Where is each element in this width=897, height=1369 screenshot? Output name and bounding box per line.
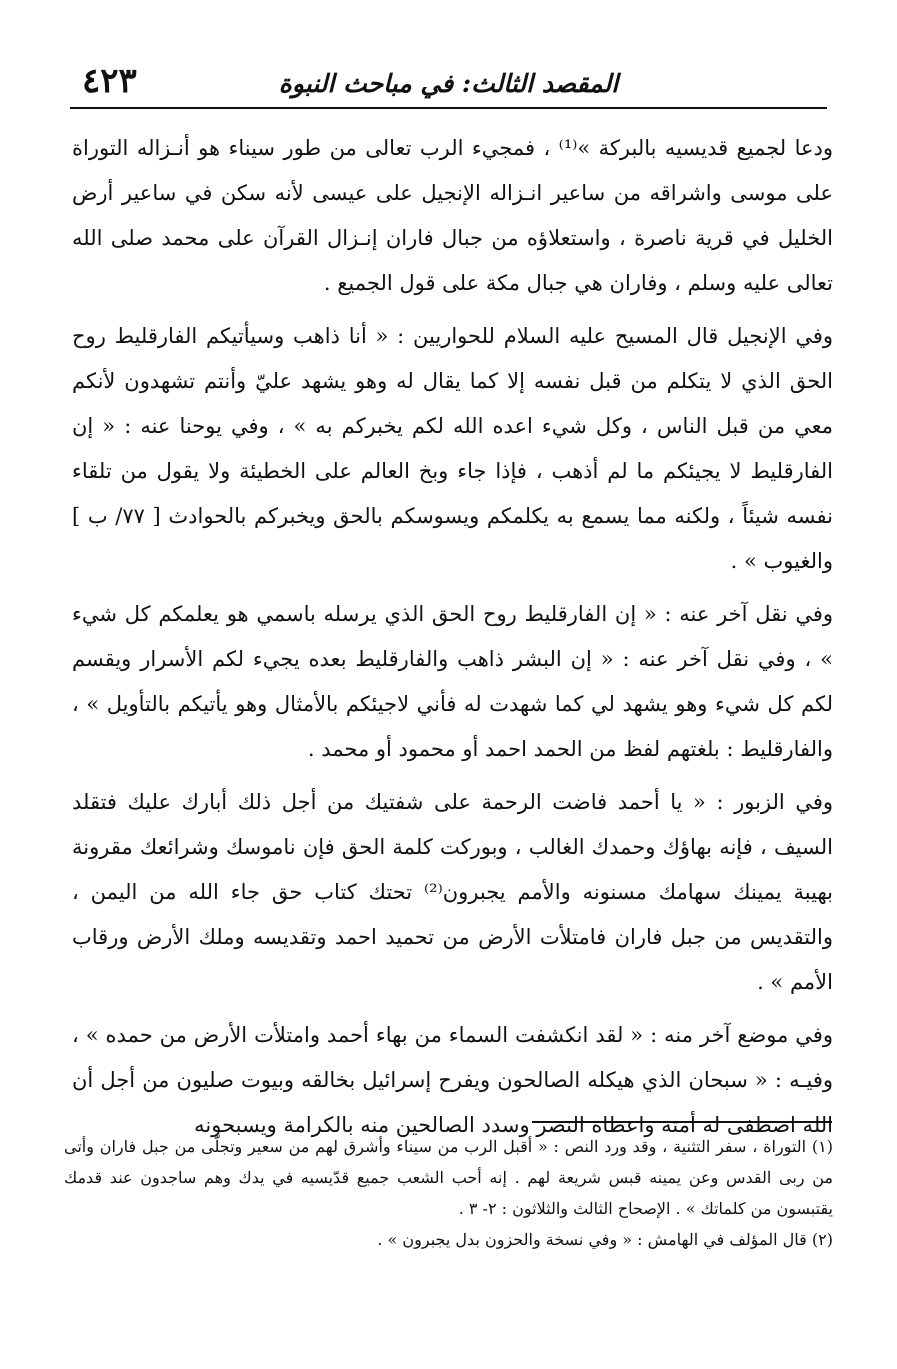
paragraph: وفي الزبور : « يا أحمد فاضت الرحمة على شفتيك من أجل ذلك أبارك عليك فتقلد السيف ، فإنه بهاؤك وحمدك الغالب ، وبوركت كلمة الحق فإن ناموسك وشرائعك مقرونة بهيبة يمينك سهامك مسنونه والأمم يجبرون⁽²⁾ تحتك كتاب حق جاء الله من اليمن ، والتقديس من جبل فاران فامتلأت الأرض من تحميد احمد وتقديسه وملك الأرض ورقاب الأمم » .: [72, 790, 833, 994]
main-text: [72, 126, 833, 1156]
footnotes: [64, 1131, 833, 1255]
paragraph: ودعا لجميع قديسيه بالبركة »⁽¹⁾ ، فمجيء الرب تعالى من طور سيناء هو أنـزاله التوراة على موسى واشراقه من ساعير انـزاله الإنجيل على عيسى لأنه سكن في ساعير أرض الخليل في قرية ناصرة ، واستعلاؤه من جبال فاران إنـزال القرآن على محمد صلى الله تعالى عليه وسلم ، وفاران هي جبال مكة على قول الجميع .: [72, 136, 833, 295]
running-head: المقصد الثالث: في مباحث النبوة: [278, 69, 619, 98]
footnote-divider: [532, 1121, 832, 1123]
paragraph: وفي موضع آخر منه : « لقد انكشفت السماء من بهاء أحمد وامتلأت الأرض من حمده » ، وفيـه : « سبحان الذي هيكله الصالحون ويفرح إسرائيل بخالقه وبيوت صليون من أجل أن الله اصطفى له أمته واعطاه النصر وسدد الصالحين منه بالكرامة ويسبحونه: [72, 1023, 833, 1137]
paragraph: وفي الإنجيل قال المسيح عليه السلام للحواريين : « أنا ذاهب وسيأتيكم الفارقليط روح الحق الذي لا يتكلم من قبل نفسه إلا كما يقال له وهو يشهد عليّ وأنتم تشهدون لأنكم معي من قبل الناس ، وكل شيء اعده الله لكم يخبركم به » ، وفي يوحنا عنه : « إن الفارقليط لا يجيئكم ما لم أذهب ، فإذا جاء وبخ العالم على الخطيئة ولا يقول من تلقاء نفسه شيئاً ، ولكنه مما يسمع به يكلمكم ويسوسكم بالحق ويخبركم بالحوادث [ ٧٧/ ب ] والغيوب » .: [72, 324, 833, 573]
footnote: (٢) قال المؤلف في الهامش : « وفي نسخة والحزون بدل يجبرون » .: [377, 1230, 833, 1249]
paragraph: وفي نقل آخر عنه : « إن الفارقليط روح الحق الذي يرسله باسمي هو يعلمكم كل شيء » ، وفي نقل آخر عنه : « إن البشر ذاهب والفارقليط بعده يجيء لكم الأسرار ويقسم لكم كل شيء وهو يشهد لي كما شهدت له فأني لاجيئكم بالأمثال وهو يأتيكم بالتأويل » ، والفارقليط : بلغتهم لفظ من الحمد احمد أو محمود أو محمد .: [72, 602, 833, 761]
footnote: (١) التوراة ، سفر التثنية ، وقد ورد النص : « أقبل الرب من سيناء وأشرق لهم من سعير وتجلّى من جبل فاران وأتى من ربى القدس وعن يمينه قبس شريعة لهم . إنه أحب الشعب جميع قدّيسيه في يدك وهم ساجدون عند قدمك يقتبسون من كلماتك » . الإصحاح الثالث والثلاثون : ٢- ٣ .: [64, 1137, 833, 1218]
page-header: [70, 55, 827, 109]
page-number: ٤٢٣: [82, 61, 137, 101]
